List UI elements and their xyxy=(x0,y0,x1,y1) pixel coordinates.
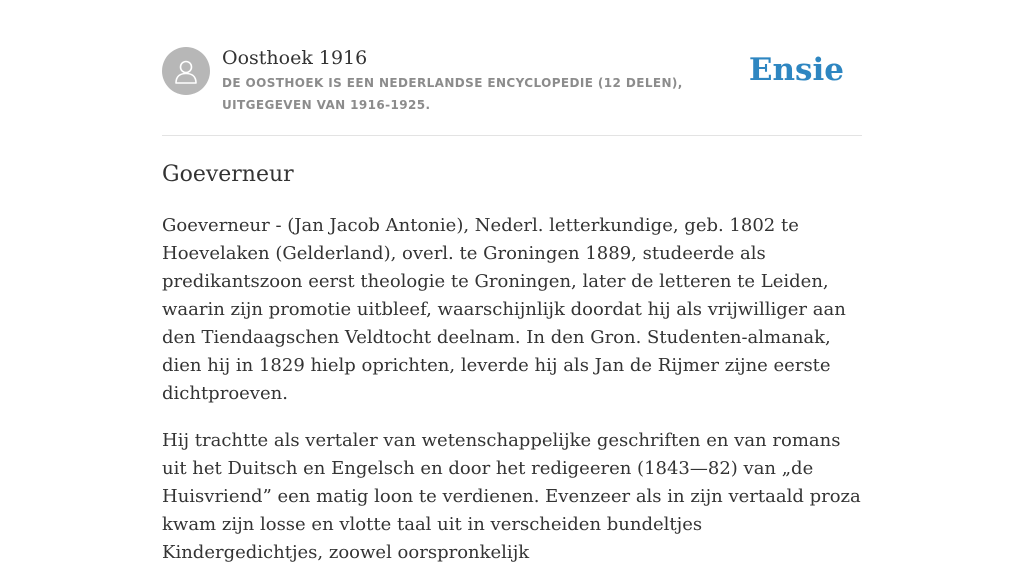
article-title: Goeverneur xyxy=(162,162,294,187)
user-icon xyxy=(172,57,200,85)
source-description: DE OOSTHOEK IS EEN NEDERLANDSE ENCYCLOPEDIE (12 DELEN), UITGEGEVEN VAN 1916-1925. xyxy=(222,76,683,112)
source-title[interactable]: Oosthoek 1916 xyxy=(222,47,368,69)
article-paragraph: Hij trachtte als vertaler van wetenschappelijke geschriften en van romans uit het Duitsch en Engelsch en door het redigeeren (1843—82) van „de Huisvriend” een matig loon te verdienen. Evenzeer als in zijn vertaald proza kwam zijn losse en vlotte taal uit in verscheiden bundeltjes Kindergedichtjes, zoowel oorspronkelijk xyxy=(162,430,861,563)
source-header xyxy=(162,46,862,116)
article-paragraph: Goeverneur - (Jan Jacob Antonie), Nederl. letterkundige, geb. 1802 te Hoevelaken (Gelderland), overl. te Groningen 1889, studeerde als predikantszoon eerst theologie te Groningen, later de letteren te Leiden, waarin zijn promotie uitbleef, waarschijnlijk doordat hij als vrijwilliger aan den Tiendaagschen Veldtocht deelnam. In den Gron. Studenten-almanak, dien hij in 1829 hielp oprichten, leverde hij als Jan de Rijmer zijne eerste dichtproeven. xyxy=(162,215,846,404)
brand-logo[interactable]: Ensie xyxy=(748,52,844,88)
divider xyxy=(162,135,862,136)
article xyxy=(162,158,867,586)
avatar[interactable] xyxy=(162,47,210,95)
